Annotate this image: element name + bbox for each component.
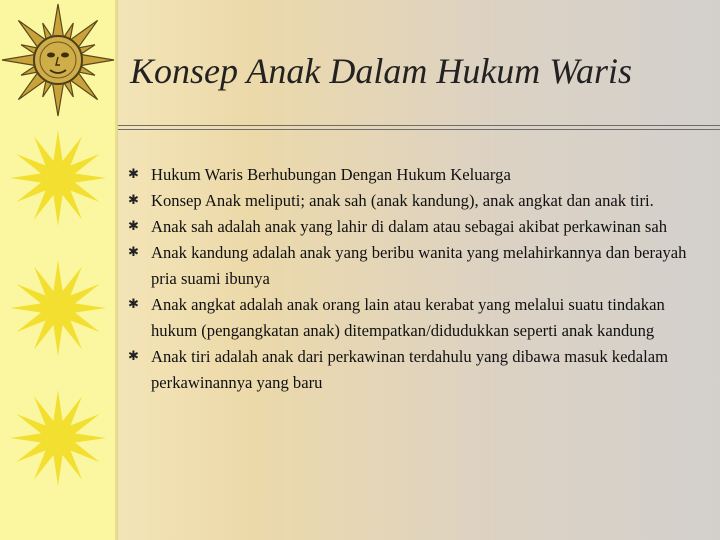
asterisk-bullet-icon: ✱ xyxy=(128,167,139,182)
bullet-text: Anak kandung adalah anak yang beribu wanita yang melahirkannya dan berayah pria suami ibunya xyxy=(151,243,687,288)
bullet-item xyxy=(128,292,713,344)
bullet-item xyxy=(128,214,713,240)
asterisk-bullet-icon: ✱ xyxy=(128,297,139,312)
title-divider xyxy=(118,125,720,133)
asterisk-bullet-icon: ✱ xyxy=(128,349,139,364)
bullet-text: Anak angkat adalah anak orang lain atau kerabat yang melalui suatu tindakan hukum (pengangkatan anak) ditempatkan/didudukkan seperti anak kandung xyxy=(151,295,665,340)
bullet-text: Konsep Anak meliputi; anak sah (anak kandung), anak angkat dan anak tiri. xyxy=(151,191,654,210)
sun-icon xyxy=(8,128,108,228)
bullet-text: Anak sah adalah anak yang lahir di dalam atau sebagai akibat perkawinan sah xyxy=(151,217,668,236)
bullet-text: Anak tiri adalah anak dari perkawinan terdahulu yang dibawa masuk kedalam perkawinannya yang baru xyxy=(151,347,668,392)
slide-title: Konsep Anak Dalam Hukum Waris xyxy=(130,51,632,91)
asterisk-bullet-icon: ✱ xyxy=(128,245,139,260)
bullet-text: Hukum Waris Berhubungan Dengan Hukum Keluarga xyxy=(151,165,511,184)
sun-icon xyxy=(8,258,108,358)
title-sun-face-icon xyxy=(0,0,120,125)
asterisk-bullet-icon: ✱ xyxy=(128,219,139,234)
bullet-item xyxy=(128,188,713,214)
bullet-list xyxy=(128,162,713,396)
bullet-item xyxy=(128,162,713,188)
asterisk-bullet-icon: ✱ xyxy=(128,193,139,208)
bullet-item xyxy=(128,240,713,292)
sun-icon xyxy=(8,388,108,488)
bullet-item xyxy=(128,344,713,396)
